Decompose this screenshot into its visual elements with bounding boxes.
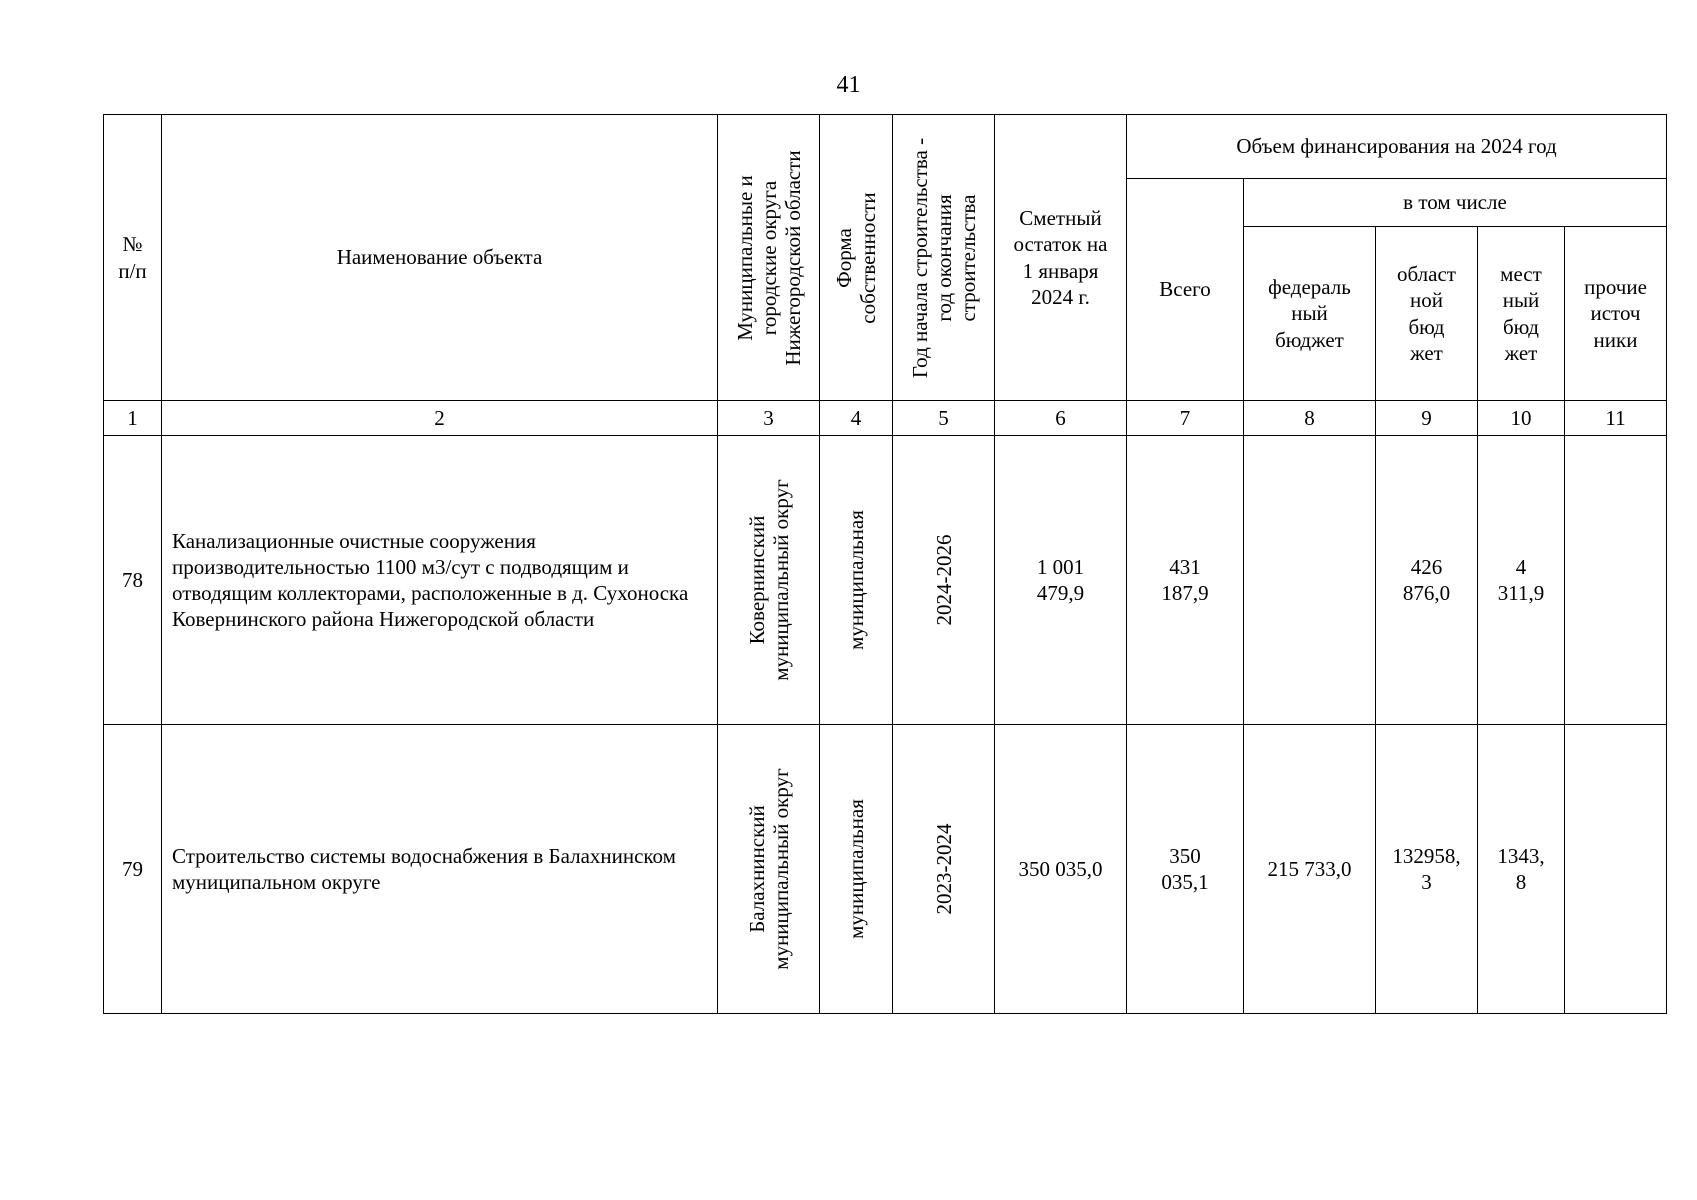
row-municipality: Ковернинский муниципальный округ [718, 436, 820, 725]
header-total: Всего [1127, 179, 1244, 401]
column-number: 10 [1478, 401, 1565, 436]
header-row-1 [104, 115, 1667, 179]
row-num: 78 [104, 436, 162, 725]
row-federal: 215 733,0 [1244, 725, 1376, 1014]
construction-objects-table [103, 114, 1667, 1014]
row-estimate: 1 001 479,9 [995, 436, 1127, 725]
column-number: 6 [995, 401, 1127, 436]
row-total: 350 035,1 [1127, 725, 1244, 1014]
header-municipality: Муниципальные и городские округа Нижегородской области [718, 115, 820, 401]
row-ownership: муниципальная [820, 725, 893, 1014]
column-number: 7 [1127, 401, 1244, 436]
column-number: 3 [718, 401, 820, 436]
row-federal [1244, 436, 1376, 725]
row-local: 1343, 8 [1478, 725, 1565, 1014]
row-num: 79 [104, 725, 162, 1014]
header-funding-group: Объем финансирования на 2024 год [1127, 115, 1667, 179]
table-row [104, 725, 1667, 1014]
row-object-name: Строительство системы водоснабжения в Балахнинском муниципальном округе [162, 725, 718, 1014]
header-regional: област ной бюд жет [1376, 227, 1478, 401]
column-number: 4 [820, 401, 893, 436]
header-estimate: Сметный остаток на 1 января 2024 г. [995, 115, 1127, 401]
row-other [1565, 436, 1667, 725]
header-num: № п/п [104, 115, 162, 401]
row-regional: 132958, 3 [1376, 725, 1478, 1014]
column-number-row [104, 401, 1667, 436]
row-local: 4 311,9 [1478, 436, 1565, 725]
column-number: 8 [1244, 401, 1376, 436]
column-number: 2 [162, 401, 718, 436]
header-federal: федераль ный бюджет [1244, 227, 1376, 401]
row-object-name: Канализационные очистные сооружения производительностью 1100 м3/сут с подводящим и отводящим коллекторами, расположенные в д. Сухоноска Ковернинского района Нижегородской области [162, 436, 718, 725]
column-number: 5 [893, 401, 995, 436]
header-years: Год начала строительства - год окончания строительства [893, 115, 995, 401]
row-other [1565, 725, 1667, 1014]
row-years: 2024-2026 [893, 436, 995, 725]
page-number: 41 [836, 72, 861, 98]
table-row [104, 436, 1667, 725]
header-other: прочие источ ники [1565, 227, 1667, 401]
column-number: 11 [1565, 401, 1667, 436]
row-total: 431 187,9 [1127, 436, 1244, 725]
column-number: 9 [1376, 401, 1478, 436]
row-ownership: муниципальная [820, 436, 893, 725]
column-number: 1 [104, 401, 162, 436]
row-regional: 426 876,0 [1376, 436, 1478, 725]
header-including: в том числе [1244, 179, 1667, 227]
header-ownership: Форма собственности [820, 115, 893, 401]
header-name: Наименование объекта [162, 115, 718, 401]
row-years: 2023-2024 [893, 725, 995, 1014]
row-estimate: 350 035,0 [995, 725, 1127, 1014]
row-municipality: Балахнинский муниципальный округ [718, 725, 820, 1014]
header-local: мест ный бюд жет [1478, 227, 1565, 401]
